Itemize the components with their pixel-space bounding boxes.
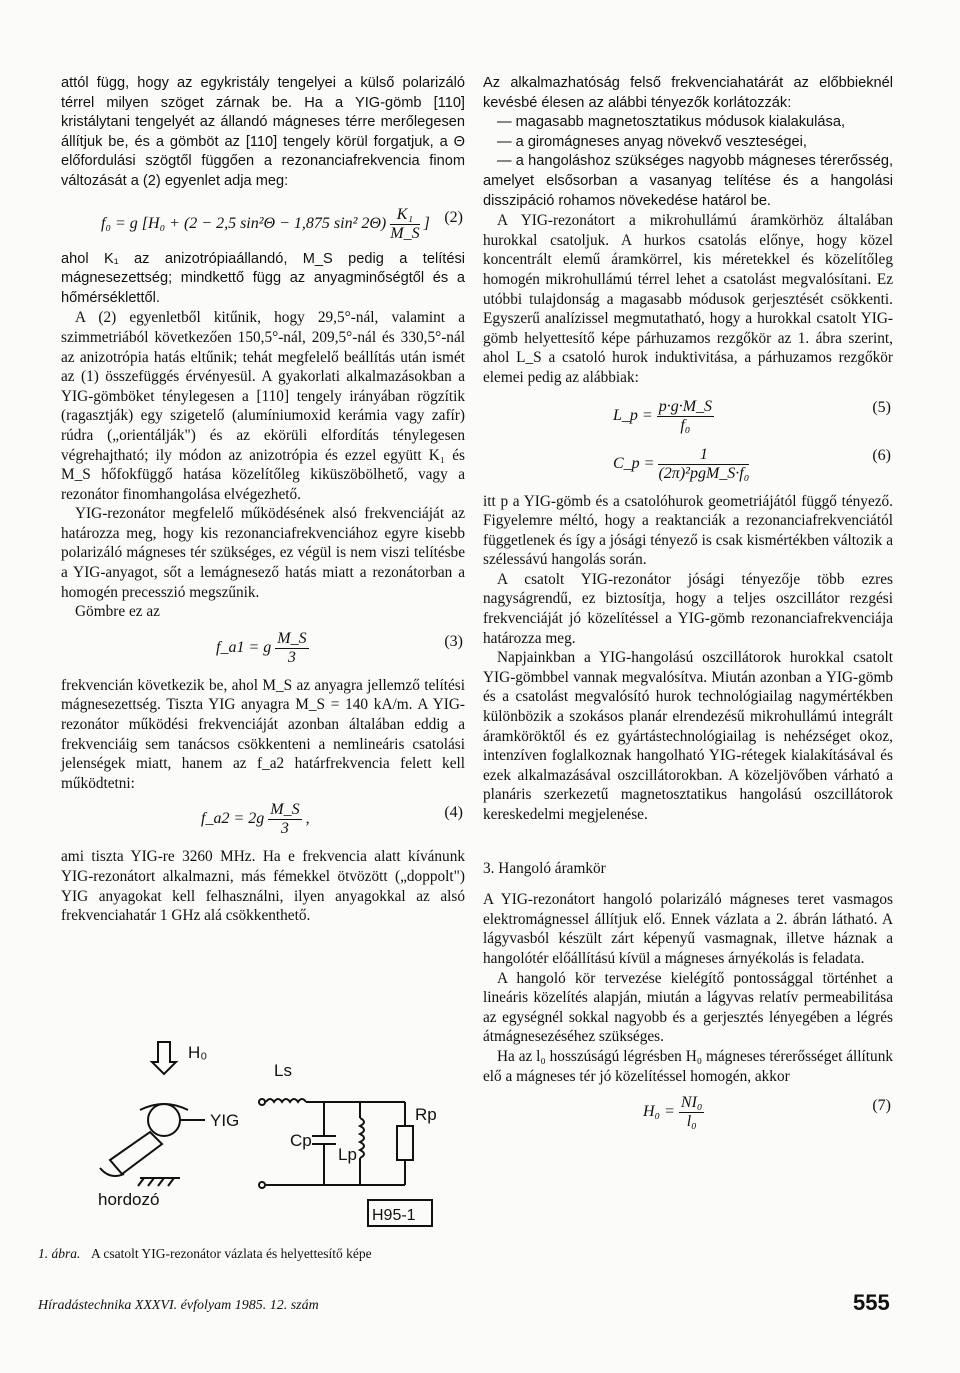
equation-7-lhs: H₀ = — [643, 1103, 675, 1121]
right-paragraph-2: A YIG-rezonátort a mikrohullámú áramkörhöz általában hurokkal csatoljuk. A hurkos csatolás előnye, hogy közel koncentrált elemű áramkörrel, kis méretekkel és közelítőleg homogén mikrohullámú térrel lehet a csatolást megvalósítani. Ez utóbbi tulajdonság a magasabb módusok gerjesztését csökkenti. Egyszerű analízissel megmutatható, hogy a hurokkal csatolt YIG-gömb helyettesítő képe párhuzamos rezgőkör az 1. ábra szerint, ahol L_S a csatoló hurok induktivitása, a párhuzamos rezgőkör elemei pedig az alábbiak: — [483, 212, 893, 386]
right-paragraph-5: Napjainkban a YIG-hangolású oszcillátorok hurokkal csatolt YIG-gömbbel vannak megvalósítva. Miután azonban a YIG-gömb és a csatolást megvalósító hurok technológiailag nagymértékben különbözik a szokásos planár elrendezésű mikrohullámú integrált áramköröktől és ez gyártástechnológiailag is nehézséget okoz, intenzíven foglalkoznak hangolható YIG-rétegek kialakításával és ezek alkalmazásával oszcillátorokban. A közeljövőben várható a planáris szerkezetű magnetosztatikus hangolású oszcillátorok kereskedelmi megjelenése. — [483, 649, 893, 823]
figure-1-drawing — [80, 1040, 460, 1240]
equation-7-number: (7) — [872, 1097, 891, 1115]
equation-4-numerator: M_S — [270, 801, 300, 819]
journal-footer: Híradástechnika XXXVI. évfolyam 1985. 12. szám — [38, 1298, 319, 1313]
field-arrow-icon — [152, 1042, 176, 1074]
left-paragraph-2: ahol K₁ az anizotrópiaállandó, M_S pedig a telítési mágnesezettség; mindkettő függ az anyagminőségtől és a hőmérséklettől. — [61, 250, 465, 306]
label-holder: hordozó — [98, 1190, 160, 1209]
right-bullet-2: — a giromágneses anyag növekvő veszteségei, — [497, 133, 807, 150]
equation-6-fraction — [658, 446, 749, 483]
right-paragraph-1: Az alkalmazhatóság felső frekvenciahatárát az előbbieknél kevésbé élesen az alábbi tényezők korlátozzák: — [483, 75, 893, 111]
equation-2-main: f₀ = g [H₀ + (2 − 2,5 sin²Θ − 1,875 sin² 2Θ) — [101, 214, 387, 232]
label-ls: Ls — [274, 1061, 292, 1080]
left-paragraph-3: A (2) egyenletből kitűnik, hogy 29,5°-nál, valamint a szimmetriából következően 150,5°-nál, 209,5°-nál és 330,5°-nál az anizotrópia hatás eltűnik; tehát megfelelő beállítás után ismét az (1) összefüggés érvényesül. A gyakorlati alkalmazásokban a YIG-gömböket ténylegesen a [110] tengely irányában rögzítik (ragasztják) egy szigetelő (alumíniumoxid kerámia vagy zafír) rúdra („orientálják") és az ekörüli elfordítás ténylegesen végrehajtható; ily módon az anizotrópia és ezzel együtt K₁ és M_S hőfokfüggő hatása közelítőleg kiküszöbölhető, vagy a rezonátor finomhangolása elvégezhető. — [61, 309, 465, 503]
equation-4 — [61, 797, 465, 843]
left-paragraph-6: frekvencián következik be, ahol M_S az anyagra jellemző telítési mágnesezettség. Tiszta YIG anyagra M_S = 140 kA/m. A YIG-rezonátor működési frekvenciáját azonban általában eddig a frekvenciáig sem tanácsos csökkenteni a nemlineáris csatolási jelenségek miatt, hanem az f_a2 határfrekvencia felett kell működtetni: — [61, 676, 465, 792]
left-paragraph-4: YIG-rezonátor megfelelő működésének alsó frekvenciáját az határozza meg, hogy kis rezonanciafrekvenciához egyre kisebb polarizáló mágneses tér szükséges, ez végül is nem viszi telítésbe a YIG-anyagot, sőt a lemágnesező hatás miatt a rezonátorban a homogén precesszió megszűnik. — [61, 505, 465, 601]
equation-7-denominator: l₀ — [686, 1113, 697, 1131]
equation-3-number: (3) — [444, 632, 463, 650]
equation-4-comma: , — [305, 810, 310, 828]
right-bullet-3: — a hangoláshoz szükséges nagyobb mágneses térerősség, amelyet elsősorban a vasanyag telítése és a hangolási disszipáció rohamos növekedése határol be. — [483, 153, 893, 209]
equation-3-denominator: 3 — [287, 648, 296, 666]
caption-number: 1. ábra. — [38, 1246, 81, 1261]
equation-6-number: (6) — [872, 446, 891, 464]
equation-2-denominator: M_S — [390, 224, 420, 242]
label-h0: H₀ — [188, 1043, 208, 1062]
equation-2-bracket: ] — [423, 214, 430, 232]
left-paragraph-5: Gömbre ez az — [75, 603, 160, 621]
label-yig: YIG — [210, 1111, 240, 1130]
equation-3-lhs: f_a1 = g — [216, 639, 272, 657]
equation-7-fraction — [679, 1094, 705, 1131]
right-paragraph-7: A hangoló kör tervezése kielégítő pontossággal történhet a lineáris közelítés alapján, miután a lágyvas relatív permeabilitása az egységnél sokkal nagyobb és a gerjesztés lényegében a légrés átmágnesezéséhez szükséges. — [483, 969, 893, 1046]
equation-2 — [61, 196, 465, 246]
caption-text: A csatolt YIG-rezonátor vázlata és helyettesítő képe — [91, 1246, 372, 1261]
equation-6-numerator: 1 — [658, 446, 749, 465]
label-lp: Lp — [338, 1145, 357, 1164]
figure-caption — [38, 1246, 372, 1262]
equation-5-numerator: p·g·M_S — [658, 397, 713, 415]
equation-7 — [483, 1090, 893, 1136]
equation-2-numerator: K₁ — [390, 206, 419, 225]
right-paragraph-4: A csatolt YIG-rezonátor jósági tényezője több ezres nagyságrendű, ez biztosítja, hogy a teljes oszcillátor rezgési frekvenciáját jó közelítéssel a YIG-gömb rezonanciafrekvenciája határozza meg. — [483, 570, 893, 647]
page-number: 555 — [853, 1290, 890, 1315]
section-heading: 3. Hangoló áramkör — [483, 859, 606, 877]
equation-3 — [61, 626, 465, 672]
equation-2-fraction — [390, 206, 419, 243]
right-paragraph-6: A YIG-rezonátort hangoló polarizáló mágneses teret vasmagos elektromágnessel állítjuk elő. Ennek vázlata a 2. ábrán látható. A lágyvasból készült zárt képenyű vasmagnak, illetve háznak a hangolótér előállítású kívül a mágneses árnyékolás is feladata. — [483, 891, 893, 967]
equation-2-number: (2) — [444, 208, 463, 226]
yig-sphere-icon — [148, 1104, 180, 1136]
equation-5-number: (5) — [872, 398, 891, 416]
label-rp: Rp — [415, 1105, 437, 1124]
label-code: H95-1 — [372, 1207, 416, 1224]
equation-3-fraction — [275, 630, 308, 667]
equation-5-lhs: L_p = — [613, 406, 653, 424]
right-column — [483, 74, 893, 1140]
left-column — [61, 74, 465, 926]
equation-5 — [483, 392, 893, 438]
left-paragraph-1: attól függ, hogy az egykristály tengelyei a külső polarizáló térrel milyen szöget zárnak be. Ha a YIG-gömb [110] kristálytani tengelyét az állandó mágneses térre merőlegesen állítjuk be, és a gömböt az [110] tengely körül forgatjuk, a Θ előfordulási szögtől függően a rezonanciafrekvencia finom változását a (2) egyenlet adja meg: — [61, 75, 465, 189]
equation-4-lhs: f_a2 = 2g — [201, 810, 265, 828]
equation-5-fraction — [657, 398, 714, 435]
equation-6 — [483, 442, 893, 488]
equation-6-denominator: (2π)²pgM_S·f₀ — [658, 464, 750, 482]
equation-5-denominator: f₀ — [680, 416, 691, 434]
left-paragraph-7: ami tiszta YIG-re 3260 MHz. Ha e frekvencia alatt kívánunk YIG-rezonátort alkalmazni, más fémekkel ötvözött („doppolt") YIG anyagokat kell felhasználni, ilyen anyagokkal az alsó frekvenciahatár 1 GHz alá csökkenthető. — [61, 848, 465, 925]
equation-4-denominator: 3 — [280, 820, 289, 838]
equation-3-numerator: M_S — [277, 629, 307, 647]
figure-1 — [80, 1040, 460, 1245]
equation-4-number: (4) — [444, 804, 463, 822]
label-cp: Cp — [290, 1131, 312, 1150]
right-bullet-1: — magasabb magnetosztatikus módusok kialakulása, — [497, 114, 845, 131]
equation-4-fraction — [268, 801, 301, 838]
right-paragraph-3: itt p a YIG-gömb és a csatolóhurok geometriájától függő tényező. Figyelemre méltó, hogy a reaktanciák a rezonanciafrekvenciától függetlenek és így a jósági tényező is csak kismértékben változik a szélessávú hangolás során. — [483, 492, 893, 569]
right-paragraph-8: Ha az l₀ hosszúságú légrésben H₀ mágneses térerősséget állítunk elő a mágneses tér jó közelítéssel homogén, akkor — [483, 1047, 893, 1085]
equation-6-lhs: C_p = — [613, 454, 655, 472]
equation-7-numerator: NI₀ — [680, 1094, 703, 1112]
